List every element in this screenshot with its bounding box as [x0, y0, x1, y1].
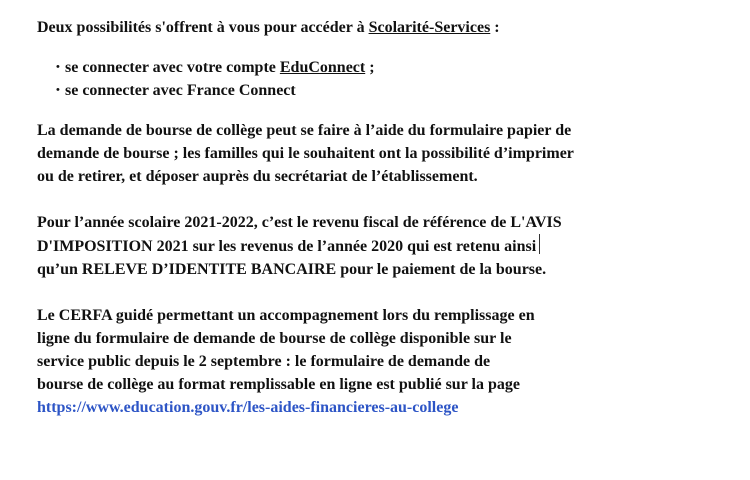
- education-gouv-link[interactable]: https://www.education.gouv.fr/les-aides-financieres-au-college: [37, 399, 459, 416]
- paragraph-line: qu’un RELEVE D’IDENTITE BANCAIRE pour le paiement de la bourse.: [37, 261, 547, 278]
- paragraph-line: demande de bourse ; les familles qui le souhaitent ont la possibilité d’imprimer: [37, 145, 574, 162]
- list-item-text: se connecter avec France Connect: [65, 82, 296, 99]
- paragraph-cerfa: [37, 304, 737, 419]
- paragraph-line-with-cursor: [37, 234, 737, 258]
- bullet-icon: •: [56, 84, 60, 96]
- paragraph-paper-form: [37, 119, 737, 188]
- intro-text-after: :: [490, 19, 500, 36]
- paragraph-line: ligne du formulaire de demande de bourse de collège disponible sur le: [37, 330, 512, 347]
- educonnect-link[interactable]: EduConnect: [279, 59, 366, 76]
- list-item-text-after: ;: [365, 59, 375, 76]
- paragraph-line: ou de retirer, et déposer auprès du secrétariat de l’établissement.: [37, 168, 478, 185]
- list-item-text-before: se connecter avec votre compte: [65, 59, 280, 76]
- document-body: [37, 16, 737, 442]
- paragraph-line: Le CERFA guidé permettant un accompagnement lors du remplissage en: [37, 307, 535, 324]
- paragraph-line-text: D'IMPOSITION 2021 sur les revenus de l’année 2020 qui est retenu ainsi: [37, 238, 537, 255]
- intro-text-before: Deux possibilités s'offrent à vous pour accéder à: [37, 19, 369, 36]
- list-item-france-connect: [37, 79, 737, 102]
- paragraph-line: La demande de bourse de collège peut se faire à l’aide du formulaire papier de: [37, 122, 572, 139]
- access-options-list: [37, 56, 737, 102]
- list-item-educonnect: [37, 56, 737, 79]
- bullet-icon: •: [56, 61, 60, 73]
- paragraph-line: service public depuis le 2 septembre : le formulaire de demande de: [37, 353, 491, 370]
- intro-text: [37, 16, 737, 39]
- scolarite-services-link[interactable]: Scolarité-Services: [368, 19, 491, 36]
- paragraph-line: Pour l’année scolaire 2021-2022, c’est le revenu fiscal de référence de L'AVIS: [37, 214, 562, 231]
- paragraph-income-reference: [37, 211, 737, 281]
- paragraph-line: bourse de collège au format remplissable en ligne est publié sur la page: [37, 376, 520, 393]
- text-cursor: [539, 234, 540, 254]
